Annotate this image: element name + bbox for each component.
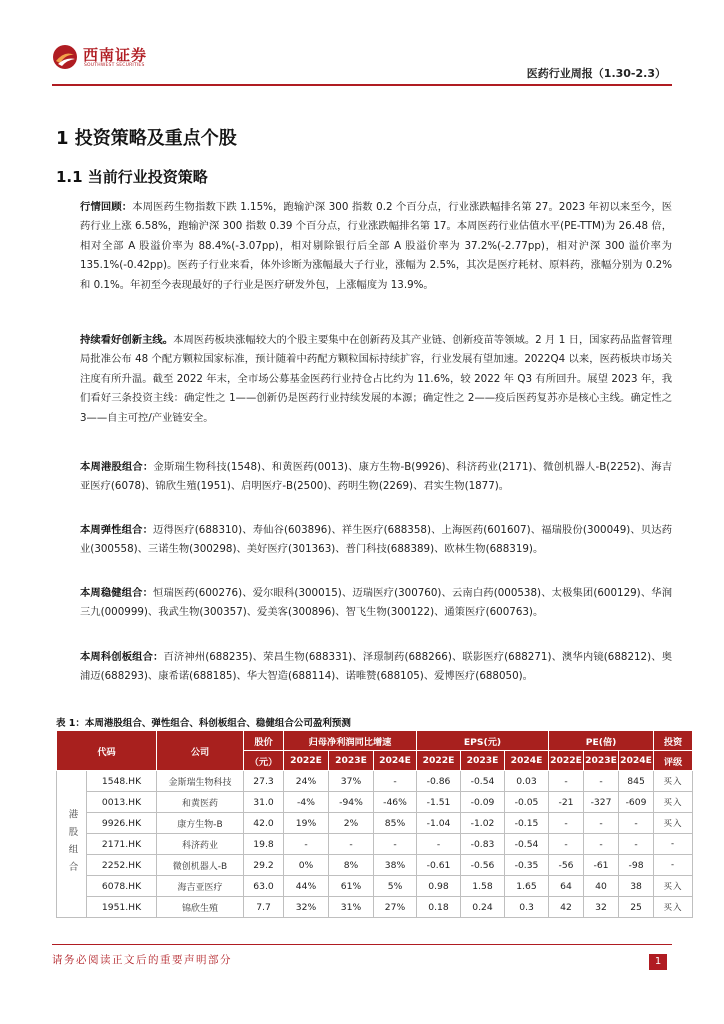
cell-growth: 2% xyxy=(329,813,374,834)
earnings-forecast-table xyxy=(56,730,693,918)
cell-pe: - xyxy=(549,771,584,792)
cell-growth: -4% xyxy=(284,792,329,813)
header-code: 代码 xyxy=(57,731,157,771)
paragraph-text: 金斯瑞生物科技(1548)、和黄医药(0013)、康方生物-B(9926)、科济药业(2171)、微创机器人-B(2252)、海吉亚医疗(6078)、锦欣生殖(1951)、启明医疗-B(2500)、药明生物(2269)、君实生物(1877)。 xyxy=(80,461,672,493)
cell-pe: 845 xyxy=(619,771,654,792)
cell-eps: -0.54 xyxy=(505,834,549,855)
cell-rating: 买入 xyxy=(654,897,693,918)
subsection-heading: 1.1 当前行业投资策略 xyxy=(56,168,208,186)
cell-growth: 8% xyxy=(329,855,374,876)
header-pe: PE(倍) xyxy=(549,731,654,751)
cell-company: 海吉亚医疗 xyxy=(157,876,244,897)
cell-growth: 0% xyxy=(284,855,329,876)
table-row xyxy=(57,792,693,813)
cell-eps: 0.3 xyxy=(505,897,549,918)
cell-pe: 38 xyxy=(619,876,654,897)
header-year: 2024E xyxy=(505,751,549,771)
cell-pe: 64 xyxy=(549,876,584,897)
company-logo xyxy=(52,42,152,74)
cell-growth: 19% xyxy=(284,813,329,834)
header-divider xyxy=(52,84,672,86)
cell-growth: 44% xyxy=(284,876,329,897)
cell-pe: -21 xyxy=(549,792,584,813)
cell-pe: - xyxy=(619,834,654,855)
cell-pe: -61 xyxy=(584,855,619,876)
cell-eps: -0.61 xyxy=(417,855,461,876)
paragraph-market-review xyxy=(80,198,672,295)
logo-chinese-name: 西南证券 xyxy=(83,46,148,64)
cell-code: 0013.HK xyxy=(87,792,157,813)
cell-eps: -0.56 xyxy=(461,855,505,876)
cell-growth: 61% xyxy=(329,876,374,897)
paragraph-label: 本周科创板组合： xyxy=(80,651,164,663)
cell-pe: - xyxy=(584,771,619,792)
cell-rating: 买入 xyxy=(654,792,693,813)
cell-price: 7.7 xyxy=(244,897,284,918)
header-price: 股价 xyxy=(244,731,284,751)
header-year: 2023E xyxy=(584,751,619,771)
cell-growth: -94% xyxy=(329,792,374,813)
cell-pe: -98 xyxy=(619,855,654,876)
paragraph-stable-portfolio xyxy=(80,584,672,623)
cell-eps: 0.98 xyxy=(417,876,461,897)
cell-pe: - xyxy=(619,813,654,834)
paragraph-label: 本周港股组合： xyxy=(80,461,154,473)
cell-eps: -0.15 xyxy=(505,813,549,834)
cell-code: 1548.HK xyxy=(87,771,157,792)
logo-mark-icon xyxy=(52,44,78,70)
cell-eps: -0.05 xyxy=(505,792,549,813)
cell-growth: - xyxy=(374,771,417,792)
cell-company: 和黄医药 xyxy=(157,792,244,813)
cell-growth: 24% xyxy=(284,771,329,792)
cell-pe: 25 xyxy=(619,897,654,918)
cell-price: 27.3 xyxy=(244,771,284,792)
cell-eps: 0.18 xyxy=(417,897,461,918)
cell-growth: 5% xyxy=(374,876,417,897)
cell-pe: 32 xyxy=(584,897,619,918)
cell-company: 康方生物-B xyxy=(157,813,244,834)
cell-price: 63.0 xyxy=(244,876,284,897)
cell-code: 2171.HK xyxy=(87,834,157,855)
cell-pe: 42 xyxy=(549,897,584,918)
cell-pe: - xyxy=(549,813,584,834)
paragraph-label: 本周弹性组合： xyxy=(80,524,154,536)
cell-price: 19.8 xyxy=(244,834,284,855)
cell-rating: 买入 xyxy=(654,876,693,897)
cell-eps: -1.51 xyxy=(417,792,461,813)
header-year: 2023E xyxy=(461,751,505,771)
paragraph-hk-portfolio xyxy=(80,458,672,497)
cell-price: 31.0 xyxy=(244,792,284,813)
cell-growth: 31% xyxy=(329,897,374,918)
header-rating: 投资 xyxy=(654,731,693,751)
report-title: 医药行业周报（1.30-2.3） xyxy=(526,67,666,80)
header-company: 公司 xyxy=(157,731,244,771)
cell-eps: -0.35 xyxy=(505,855,549,876)
cell-company: 锦欣生殖 xyxy=(157,897,244,918)
paragraph-innovation xyxy=(80,331,672,428)
cell-company: 科济药业 xyxy=(157,834,244,855)
table-title: 表 1：本周港股组合、弹性组合、科创板组合、稳健组合公司盈利预测 xyxy=(56,718,351,729)
table-row xyxy=(57,897,693,918)
paragraph-label: 行情回顾： xyxy=(80,201,133,213)
cell-pe: -327 xyxy=(584,792,619,813)
cell-growth: 85% xyxy=(374,813,417,834)
section-heading: 1 投资策略及重点个股 xyxy=(56,128,237,149)
cell-growth: -46% xyxy=(374,792,417,813)
cell-code: 1951.HK xyxy=(87,897,157,918)
cell-growth: 27% xyxy=(374,897,417,918)
table-row xyxy=(57,771,693,792)
cell-price: 42.0 xyxy=(244,813,284,834)
cell-company: 微创机器人-B xyxy=(157,855,244,876)
cell-eps: 1.58 xyxy=(461,876,505,897)
cell-price: 29.2 xyxy=(244,855,284,876)
paragraph-text: 本周医药生物指数下跌 1.15%，跑输沪深 300 指数 0.2 个百分点，行业涨跌幅排名第 27。2023 年初以来至今，医药行业上涨 6.58%，跑输沪深 300 指数 0.39 个百分点，行业涨跌幅排名第 17。本周医药行业估值水平(PE-TTM)为 26.48 倍，相对全部 A 股溢价率为 88.4%(-3.07pp)，相对剔除银行后全部 A 股溢价率为 37.2%(-2.77pp)，相对沪深 300 溢价率为 135.1%(-0.42pp)。医药子行业来看，体外诊断为涨幅最大子行业，涨幅为 2.5%，其次是医疗耗材、原料药，涨幅分别为 0.2%和 0.1%。年初至今表现最好的子行业是医疗研发外包，上涨幅度为 13.9%。 xyxy=(80,201,673,291)
cell-growth: - xyxy=(329,834,374,855)
header-rating-2: 评级 xyxy=(654,751,693,771)
cell-pe: - xyxy=(584,813,619,834)
cell-growth: 38% xyxy=(374,855,417,876)
cell-eps: -0.54 xyxy=(461,771,505,792)
cell-rating: 买入 xyxy=(654,771,693,792)
cell-growth: 32% xyxy=(284,897,329,918)
cell-code: 2252.HK xyxy=(87,855,157,876)
header-year: 2022E xyxy=(549,751,584,771)
cell-eps: 0.03 xyxy=(505,771,549,792)
cell-eps: -0.86 xyxy=(417,771,461,792)
table-row xyxy=(57,813,693,834)
cell-growth: 37% xyxy=(329,771,374,792)
cell-eps: -1.02 xyxy=(461,813,505,834)
cell-rating: - xyxy=(654,834,693,855)
footer-disclaimer: 请务必阅读正文后的重要声明部分 xyxy=(52,954,232,966)
table-header-row xyxy=(57,731,693,751)
paragraph-text: 本周医药板块涨幅较大的个股主要集中在创新药及其产业链、创新疫苗等领域。2 月 1 日，国家药品监督管理局批准公布 48 个配方颗粒国家标准，预计随着中药配方颗粒国标持续扩容，行业发展有望加速。2022Q4 以来，医药板块市场关注度有所升温。截至 2022 年末，全市场公募基金医药行业持仓占比约为 11.6%，较 2022 年 Q3 有所回升。展望 2023 年，我们看好三条投资主线：确定性之 1——创新仍是医药行业持续发展的本源；确定性之 2——疫后医药复苏亦是核心主线。确定性之 3——自主可控/产业链安全。 xyxy=(80,334,673,424)
cell-growth: - xyxy=(374,834,417,855)
cell-eps: 1.65 xyxy=(505,876,549,897)
paragraph-label: 持续看好创新主线。 xyxy=(80,334,174,346)
cell-eps: -1.04 xyxy=(417,813,461,834)
paragraph-elastic-portfolio xyxy=(80,521,672,560)
cell-code: 9926.HK xyxy=(87,813,157,834)
paragraph-label: 本周稳健组合： xyxy=(80,587,154,599)
cell-company: 金斯瑞生物科技 xyxy=(157,771,244,792)
cell-eps: - xyxy=(417,834,461,855)
header-year: 2024E xyxy=(619,751,654,771)
cell-code: 6078.HK xyxy=(87,876,157,897)
cell-pe: -56 xyxy=(549,855,584,876)
cell-growth: - xyxy=(284,834,329,855)
logo-english-name: SOUTHWEST SECURITIES xyxy=(84,63,145,68)
cell-eps: 0.24 xyxy=(461,897,505,918)
header-growth: 归母净利润同比增速 xyxy=(284,731,417,751)
footer-divider xyxy=(52,944,672,945)
header-year: 2024E xyxy=(374,751,417,771)
header-year: 2023E xyxy=(329,751,374,771)
header-eps: EPS(元) xyxy=(417,731,549,751)
group-label: 港股组合 xyxy=(57,771,87,918)
cell-eps: -0.83 xyxy=(461,834,505,855)
table-row xyxy=(57,834,693,855)
table-row xyxy=(57,876,693,897)
paragraph-star-portfolio xyxy=(80,648,672,687)
cell-pe: 40 xyxy=(584,876,619,897)
cell-pe: -609 xyxy=(619,792,654,813)
header-year: 2022E xyxy=(417,751,461,771)
paragraph-text: 迈得医疗(688310)、寿仙谷(603896)、祥生医疗(688358)、上海医药(601607)、福瑞股份(300049)、贝达药业(300558)、三诺生物(300298)、美好医疗(301363)、普门科技(688389)、欧林生物(688319)。 xyxy=(80,524,673,556)
paragraph-text: 恒瑞医药(600276)、爱尔眼科(300015)、迈瑞医疗(300760)、云南白药(000538)、太极集团(600129)、华润三九(000999)、我武生物(300357)、爱美客(300896)、智飞生物(300122)、通策医疗(600763)。 xyxy=(80,587,673,619)
cell-rating: 买入 xyxy=(654,813,693,834)
cell-rating: - xyxy=(654,855,693,876)
page-number: 1 xyxy=(649,954,667,970)
table-body xyxy=(57,771,693,918)
table-row xyxy=(57,855,693,876)
cell-pe: - xyxy=(549,834,584,855)
paragraph-text: 百济神州(688235)、荣昌生物(688331)、泽璟制药(688266)、联影医疗(688271)、澳华内镜(688212)、奥浦迈(688293)、康希诺(688185)、华大智造(688114)、诺唯赞(688105)、爱博医疗(688050)。 xyxy=(80,651,672,683)
header-year: 2022E xyxy=(284,751,329,771)
cell-pe: - xyxy=(584,834,619,855)
header-price-unit: （元） xyxy=(244,751,284,771)
cell-eps: -0.09 xyxy=(461,792,505,813)
